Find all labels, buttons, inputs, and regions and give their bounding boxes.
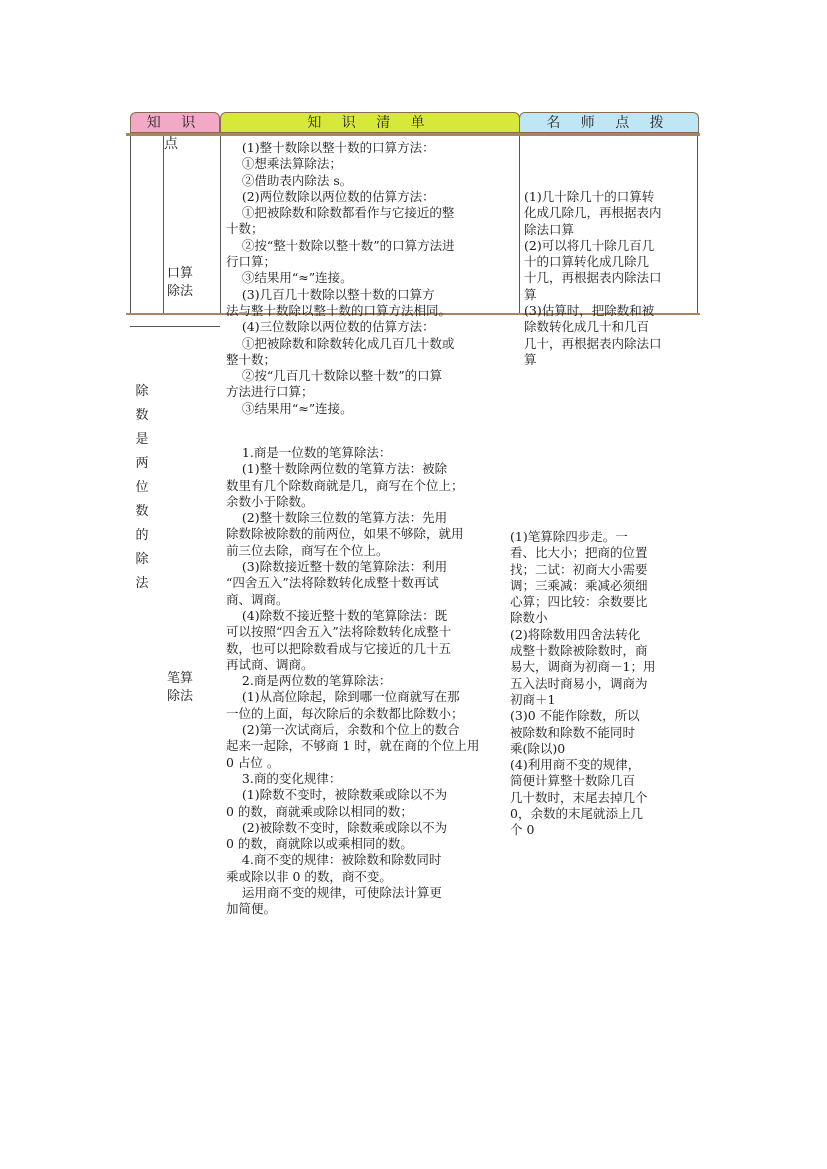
- section-tips-written-division: (1)笔算除四步走。一 看、比大小；把商的位置 找；二试：初商大小需要 调；三乘减：乘减必须细 心算；四比较：余数要比 除数小 (2)将除数用四舍法转化 成整十数除被除数时，商 易大，调商为初商－1；用 五入法时商易小，调商为 初商＋1 (3)0 不能作除数，所以 被除数和除数不能同时 乘(除以)0 (4)利用商不变的规律， 简便计算整十数除几百 几十数时，末尾去掉几个 0，余数的末尾就添上几 个 0: [510, 529, 656, 838]
- table-divider-top-after-rule: [130, 326, 220, 327]
- header-bottom-rule: [126, 133, 700, 136]
- table-border-left: [130, 136, 131, 313]
- section-content-written-division: 1.商是一位数的笔算除法： (1)整十数除两位数的笔算方法：被除 数里有几个除数商就是几，商写在个位上； 余数小于除数。 (2)整十数除三位数的笔算方法：先用 除数除被除数的前两位，如果不够除，就用 前三位去除，商写在个位上。 (3)除数接近整十数的笔算除法：利用 “四舍五入”法将除数转化成整十数再试 商、调商。 (4)除数不接近整十数的笔算除法：既 可以按照“四舍五入”法将除数转化成整十 数，也可以把除数看成与它接近的几十五 再试商、调商。 2.商是两位数的笔算除法： (1)从高位除起，除到哪一位商就写在那 一位的上面，每次除后的余数都比除数小； (2)第一次试商后，余数和个位上的数合 起来一起除，不够商 1 时，就在商的个位上用 0 占位 。 3.商的变化规律： (1)除数不变时，被除数乘或除以不为 0 的数，商就乘或除以相同的数； (2)被除数不变时，除数乘或除以不为 0 的数，商就除以或乘相同的数。 4.商不变的规律：被除数和除数同时 乘或除以非 0 的数，商不变。 运用商不变的规律，可使除法计算更 加简便。: [226, 445, 480, 917]
- table-divider-topic: [163, 136, 164, 313]
- section-content-mental-division: (1)整十数除以整十数的口算方法： ①想乘法算除法； ②借助表内除法 s。 (2)两位数除以两位数的估算方法： ①把被除数和除数都看作与它接近的整 十数； ②按“整十数除以整十数”的口算方法进 行口算； ③结果用“≈”连接。 (3)几百几十数除以整十数的口算方 法与整十数除以整十数的口算方法相同。 (4)三位数除以两位数的估算方法： ①把被除数和除数转化成几百几十数或 整十数； ②按“几百几十数除以整十数”的口算 方法进行口算； ③结果用“≈”连接。: [226, 140, 455, 416]
- table-divider-label: [220, 136, 221, 313]
- section-tips-mental-division: (1)几十除几十的口算转 化成几除几，再根据表内 除法口算 (2)可以将几十除几百几 十的口算转化成几除几 十几，再根据表内除法口 算 (3)估算时，把除数和被 除数转化成几十和几百 几十，再根据表内除法口 算: [524, 189, 662, 367]
- topic-label: 除 数 是 两 位 数 的 除 法: [135, 384, 149, 591]
- header-teacher-tips: 名 师 点 拨: [519, 112, 699, 133]
- section-label-written-division: 笔算 除法: [167, 671, 194, 704]
- header-knowledge-list: 知 识 清 单: [220, 112, 520, 133]
- table-border-right: [697, 136, 698, 313]
- section-label-mental-division: 口算 除法: [167, 266, 194, 299]
- header-knowledge-point: 知 识 点: [130, 112, 220, 133]
- table-divider-tips: [519, 136, 520, 313]
